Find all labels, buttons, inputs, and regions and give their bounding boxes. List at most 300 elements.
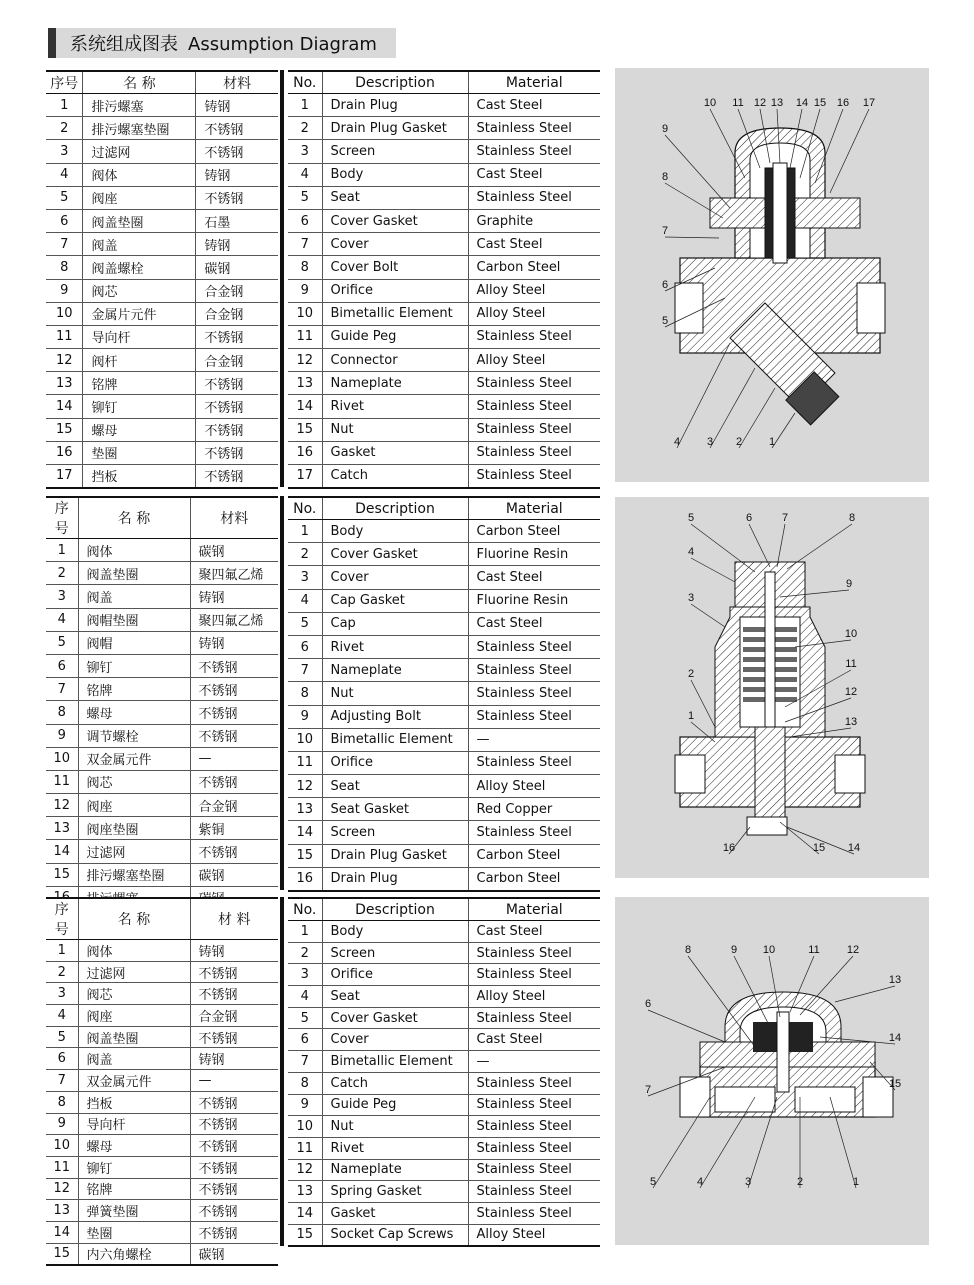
part-material: Stainless Steel (468, 964, 600, 986)
row-number: 1 (288, 921, 322, 943)
table-row (288, 566, 600, 589)
row-number: 13 (46, 372, 83, 395)
part-material: Alloy Steel (468, 986, 600, 1008)
part-material: 铸钢 (190, 940, 278, 962)
table-row (46, 794, 278, 817)
part-name: 阀盖垫圈 (83, 209, 196, 232)
part-name: 排污螺塞垫圈 (83, 117, 196, 140)
part-name: 挡板 (83, 465, 196, 488)
row-number: 4 (46, 1005, 78, 1027)
part-name: Nut (322, 1116, 468, 1138)
part-material: 不锈钢 (190, 701, 278, 724)
row-number: 11 (46, 770, 78, 793)
callout-number: 4 (696, 1176, 704, 1188)
row-number: 7 (46, 678, 78, 701)
part-material: 铸钢 (196, 94, 278, 117)
part-name: Screen (322, 140, 468, 163)
part-name: Rivet (322, 635, 468, 658)
column-header: 名 称 (83, 71, 196, 94)
table-row (288, 186, 600, 209)
table-row (46, 372, 278, 395)
part-name: 阀盖垫圈 (78, 562, 190, 585)
part-name: Nameplate (322, 372, 468, 395)
table-row (46, 441, 278, 464)
part-name: Gasket (322, 441, 468, 464)
part-name: Body (322, 163, 468, 186)
part-material: Cast Steel (468, 612, 600, 635)
callout-number: 10 (703, 97, 717, 109)
callout-number: 10 (762, 944, 776, 956)
part-name: 阀帽垫圈 (78, 608, 190, 631)
row-number: 11 (46, 1156, 78, 1178)
row-number: 14 (288, 395, 322, 418)
table-row (288, 921, 600, 943)
part-name: 双金属元件 (78, 1070, 190, 1092)
part-name: 螺母 (83, 418, 196, 441)
table-row (288, 728, 600, 751)
row-number: 10 (46, 747, 78, 770)
table-row (46, 279, 278, 302)
table-row (46, 1221, 278, 1243)
row-number: 9 (288, 1094, 322, 1116)
part-name: Nameplate (322, 659, 468, 682)
row-number: 7 (46, 233, 83, 256)
callout-number: 11 (732, 97, 744, 109)
callout-number: 13 (770, 97, 784, 109)
table-row (288, 1159, 600, 1181)
table-row (288, 635, 600, 658)
column-header: Description (322, 497, 468, 520)
table-row (46, 1070, 278, 1092)
callout-number: 14 (888, 1032, 902, 1044)
row-number: 2 (288, 543, 322, 566)
part-name: Orifice (322, 279, 468, 302)
part-name: 金属片元件 (83, 302, 196, 325)
row-number: 16 (288, 867, 322, 890)
table-row (46, 349, 278, 372)
table-row (288, 1029, 600, 1051)
row-number: 4 (46, 608, 78, 631)
part-name: 弹簧垫圈 (78, 1200, 190, 1222)
part-name: Catch (322, 465, 468, 488)
table-divider (280, 897, 284, 1246)
diagram-1-svg (615, 68, 929, 482)
part-name: 螺母 (78, 1135, 190, 1157)
part-name: Socket Cap Screws (322, 1224, 468, 1246)
table-row (288, 1072, 600, 1094)
part-material: Alloy Steel (468, 349, 600, 372)
part-name: 阀盖 (83, 233, 196, 256)
parts-table-en-2 (288, 496, 600, 892)
part-name: Adjusting Bolt (322, 705, 468, 728)
table-row (288, 395, 600, 418)
part-material: Cast Steel (468, 566, 600, 589)
callout-number: 2 (796, 1176, 804, 1188)
part-name: Seat Gasket (322, 798, 468, 821)
part-material: 不锈钢 (190, 1221, 278, 1243)
callout-number: 14 (847, 842, 861, 854)
part-material: 聚四氟乙烯 (190, 608, 278, 631)
part-material: Stainless Steel (468, 186, 600, 209)
row-number: 15 (46, 418, 83, 441)
row-number: 12 (288, 1159, 322, 1181)
table-row (46, 1135, 278, 1157)
part-name: Drain Plug Gasket (322, 844, 468, 867)
callout-number: 15 (812, 842, 826, 854)
callout-leader-line (777, 524, 785, 567)
callout-number: 8 (684, 944, 692, 956)
part-material: Alloy Steel (468, 302, 600, 325)
table-row (288, 682, 600, 705)
part-name: Spring Gasket (322, 1181, 468, 1203)
part-name: Body (322, 921, 468, 943)
row-number: 11 (46, 325, 83, 348)
part-material: Stainless Steel (468, 635, 600, 658)
column-header: 材 料 (190, 898, 278, 940)
part-material: 不锈钢 (190, 1135, 278, 1157)
callout-number: 2 (735, 436, 743, 448)
part-material: 紫铜 (190, 817, 278, 840)
part-name: 铭牌 (83, 372, 196, 395)
part-material: 合金钢 (196, 279, 278, 302)
callout-number: 12 (753, 97, 767, 109)
part-name: Cover Gasket (322, 209, 468, 232)
row-number: 2 (288, 942, 322, 964)
part-name: Drain Plug Gasket (322, 117, 468, 140)
part-material: 不锈钢 (190, 1091, 278, 1113)
part-material: Cast Steel (468, 233, 600, 256)
part-name: Body (322, 520, 468, 543)
row-number: 15 (46, 1243, 78, 1265)
callout-number: 8 (661, 171, 669, 183)
callout-leader-line (710, 368, 755, 448)
callout-number: 7 (781, 512, 789, 524)
table-row (46, 983, 278, 1005)
callout-number: 5 (661, 315, 669, 327)
part-name: Seat (322, 186, 468, 209)
column-header: Material (468, 898, 600, 921)
table-row (46, 863, 278, 886)
part-material: Fluorine Resin (468, 589, 600, 612)
table-row (46, 94, 278, 117)
row-number: 5 (288, 186, 322, 209)
part-material: — (190, 747, 278, 770)
parts-table-en-1 (288, 70, 600, 489)
table-row (46, 608, 278, 631)
callout-number: 6 (661, 279, 669, 291)
callout-number: 14 (795, 97, 809, 109)
part-material: Graphite (468, 209, 600, 232)
row-number: 12 (46, 349, 83, 372)
table-row (46, 1113, 278, 1135)
part-material: Stainless Steel (468, 418, 600, 441)
part-name: 铆钉 (83, 395, 196, 418)
table-row (288, 612, 600, 635)
callout-leader-line (648, 1010, 725, 1042)
table-row (46, 209, 278, 232)
row-number: 14 (46, 1221, 78, 1243)
callout-number: 9 (730, 944, 738, 956)
row-number: 8 (46, 1091, 78, 1113)
column-header: No. (288, 71, 322, 94)
callout-number: 16 (836, 97, 850, 109)
part-name: 阀座 (78, 794, 190, 817)
table-row (46, 562, 278, 585)
part-name: Bimetallic Element (322, 728, 468, 751)
row-number: 2 (46, 562, 78, 585)
part-material: Alloy Steel (468, 279, 600, 302)
table-row (288, 659, 600, 682)
table-row (288, 1007, 600, 1029)
part-material: 不锈钢 (190, 1200, 278, 1222)
callout-number: 7 (644, 1084, 652, 1096)
part-material: 铸钢 (190, 585, 278, 608)
part-material: Stainless Steel (468, 1202, 600, 1224)
column-header: 名 称 (78, 898, 190, 940)
part-material: 不锈钢 (196, 117, 278, 140)
row-number: 13 (288, 798, 322, 821)
callout-leader-line (665, 237, 719, 238)
part-material: Carbon Steel (468, 844, 600, 867)
part-material: 合金钢 (190, 794, 278, 817)
title-marker (48, 28, 56, 58)
part-name: Orifice (322, 964, 468, 986)
table-row (288, 325, 600, 348)
table-row (288, 520, 600, 543)
table-row (46, 117, 278, 140)
part-name: Catch (322, 1072, 468, 1094)
part-name: 挡板 (78, 1091, 190, 1113)
part-name: 垫圈 (78, 1221, 190, 1243)
row-number: 6 (46, 209, 83, 232)
column-header: 名 称 (78, 497, 190, 539)
row-number: 2 (46, 961, 78, 983)
part-material: 不锈钢 (190, 840, 278, 863)
part-name: 阀杆 (83, 349, 196, 372)
row-number: 10 (288, 302, 322, 325)
row-number: 13 (46, 1200, 78, 1222)
row-number: 15 (288, 1224, 322, 1246)
part-name: Guide Peg (322, 325, 468, 348)
column-header: No. (288, 898, 322, 921)
part-material: Stainless Steel (468, 1159, 600, 1181)
column-header: Description (322, 898, 468, 921)
row-number: 16 (288, 441, 322, 464)
table-row (46, 1243, 278, 1265)
table-row (46, 1200, 278, 1222)
table-divider (280, 496, 284, 890)
row-number: 4 (288, 986, 322, 1008)
part-name: 阀座 (78, 1005, 190, 1027)
part-material: Stainless Steel (468, 117, 600, 140)
part-name: 内六角螺栓 (78, 1243, 190, 1265)
column-header: Material (468, 497, 600, 520)
section-title (48, 28, 396, 58)
callout-number: 13 (844, 716, 858, 728)
part-material: Stainless Steel (468, 1094, 600, 1116)
part-material: 不锈钢 (196, 395, 278, 418)
row-number: 2 (288, 117, 322, 140)
part-material: Stainless Steel (468, 1072, 600, 1094)
row-number: 10 (46, 302, 83, 325)
table-row (288, 798, 600, 821)
table-row (288, 1224, 600, 1246)
part-material: 不锈钢 (190, 1156, 278, 1178)
row-number: 14 (46, 395, 83, 418)
title-en: Assumption Diagram (188, 34, 377, 55)
part-material: 铸钢 (190, 631, 278, 654)
part-material: 合金钢 (190, 1005, 278, 1027)
part-material: 不锈钢 (196, 325, 278, 348)
part-material: 不锈钢 (190, 1113, 278, 1135)
callout-leader-line (749, 524, 770, 567)
part-name: Cover (322, 566, 468, 589)
callout-leader-line (787, 524, 852, 569)
part-material: Cast Steel (468, 94, 600, 117)
part-name: 阀盖垫圈 (78, 1026, 190, 1048)
table-row (46, 1005, 278, 1027)
table-row (288, 964, 600, 986)
row-number: 12 (288, 349, 322, 372)
part-name: 过滤网 (78, 840, 190, 863)
part-material: 不锈钢 (196, 140, 278, 163)
parts-table-en-3 (288, 897, 600, 1247)
row-number: 9 (288, 705, 322, 728)
part-material: — (190, 1070, 278, 1092)
table-row (288, 543, 600, 566)
part-material: Carbon Steel (468, 256, 600, 279)
row-number: 7 (288, 233, 322, 256)
row-number: 15 (46, 863, 78, 886)
part-name: 阀帽 (78, 631, 190, 654)
part-material: Stainless Steel (468, 395, 600, 418)
part-material: Stainless Steel (468, 325, 600, 348)
callout-number: 1 (687, 710, 695, 722)
callout-leader-line (677, 343, 730, 448)
callout-number: 16 (722, 842, 736, 854)
part-name: 双金属元件 (78, 747, 190, 770)
row-number: 5 (46, 186, 83, 209)
diagram-3-panel (615, 897, 929, 1245)
table-divider (280, 70, 284, 487)
part-name: 过滤网 (83, 140, 196, 163)
table-row (288, 233, 600, 256)
callout-leader-line (665, 135, 730, 208)
row-number: 3 (46, 140, 83, 163)
row-number: 8 (46, 256, 83, 279)
table-row (288, 279, 600, 302)
column-header: 序号 (46, 497, 78, 539)
callout-number: 1 (852, 1176, 860, 1188)
row-number: 5 (46, 631, 78, 654)
part-name: 阀盖螺栓 (83, 256, 196, 279)
column-header: Description (322, 71, 468, 94)
row-number: 6 (46, 1048, 78, 1070)
part-name: Nut (322, 682, 468, 705)
part-name: Seat (322, 986, 468, 1008)
row-number: 1 (46, 94, 83, 117)
row-number: 4 (288, 589, 322, 612)
part-material: 碳钢 (190, 863, 278, 886)
part-name: 导向杆 (83, 325, 196, 348)
part-name: Drain Plug (322, 94, 468, 117)
table-row (46, 631, 278, 654)
part-material: 不锈钢 (196, 465, 278, 488)
row-number: 8 (288, 1072, 322, 1094)
row-number: 6 (288, 1029, 322, 1051)
part-name: Screen (322, 821, 468, 844)
part-material: Stainless Steel (468, 942, 600, 964)
callout-number: 1 (768, 436, 776, 448)
part-name: 阀芯 (78, 770, 190, 793)
part-material: 不锈钢 (190, 678, 278, 701)
row-number: 1 (46, 539, 78, 562)
table-row (46, 840, 278, 863)
table-row (288, 94, 600, 117)
part-name: 铭牌 (78, 1178, 190, 1200)
part-name: 阀体 (78, 940, 190, 962)
callout-number: 5 (687, 512, 695, 524)
part-name: Nut (322, 418, 468, 441)
table-row (46, 418, 278, 441)
row-number: 12 (46, 1178, 78, 1200)
table-row (46, 395, 278, 418)
callout-leader-line (691, 604, 725, 627)
parts-table-zh-3 (46, 897, 278, 1266)
callout-number: 13 (888, 974, 902, 986)
column-header: 材料 (196, 71, 278, 94)
table-row (288, 986, 600, 1008)
row-number: 9 (288, 279, 322, 302)
part-material: Alloy Steel (468, 775, 600, 798)
table-row (46, 233, 278, 256)
table-row (288, 256, 600, 279)
part-name: 导向杆 (78, 1113, 190, 1135)
part-material: 铸钢 (190, 1048, 278, 1070)
part-material: 合金钢 (196, 349, 278, 372)
part-name: 过滤网 (78, 961, 190, 983)
part-material: Stainless Steel (468, 659, 600, 682)
part-name: 铆钉 (78, 1156, 190, 1178)
part-material: Stainless Steel (468, 372, 600, 395)
part-name: Cap Gasket (322, 589, 468, 612)
callout-number: 11 (808, 944, 820, 956)
part-material: 石墨 (196, 209, 278, 232)
table-row (46, 539, 278, 562)
callout-number: 12 (846, 944, 860, 956)
callout-number: 3 (744, 1176, 752, 1188)
callout-number: 10 (844, 628, 858, 640)
table-row (46, 1156, 278, 1178)
part-name: Connector (322, 349, 468, 372)
table-row (288, 942, 600, 964)
callout-leader-line (691, 558, 735, 582)
row-number: 9 (46, 279, 83, 302)
table-row (46, 1178, 278, 1200)
part-name: Rivet (322, 395, 468, 418)
part-material: Stainless Steel (468, 1007, 600, 1029)
part-material: Cast Steel (468, 921, 600, 943)
table-row (288, 844, 600, 867)
part-material: Stainless Steel (468, 140, 600, 163)
table-row (46, 585, 278, 608)
callout-leader-line (835, 986, 895, 1002)
table-row (288, 465, 600, 488)
table-row (46, 186, 278, 209)
row-number: 16 (46, 441, 83, 464)
part-material: Stainless Steel (468, 1116, 600, 1138)
row-number: 11 (288, 325, 322, 348)
